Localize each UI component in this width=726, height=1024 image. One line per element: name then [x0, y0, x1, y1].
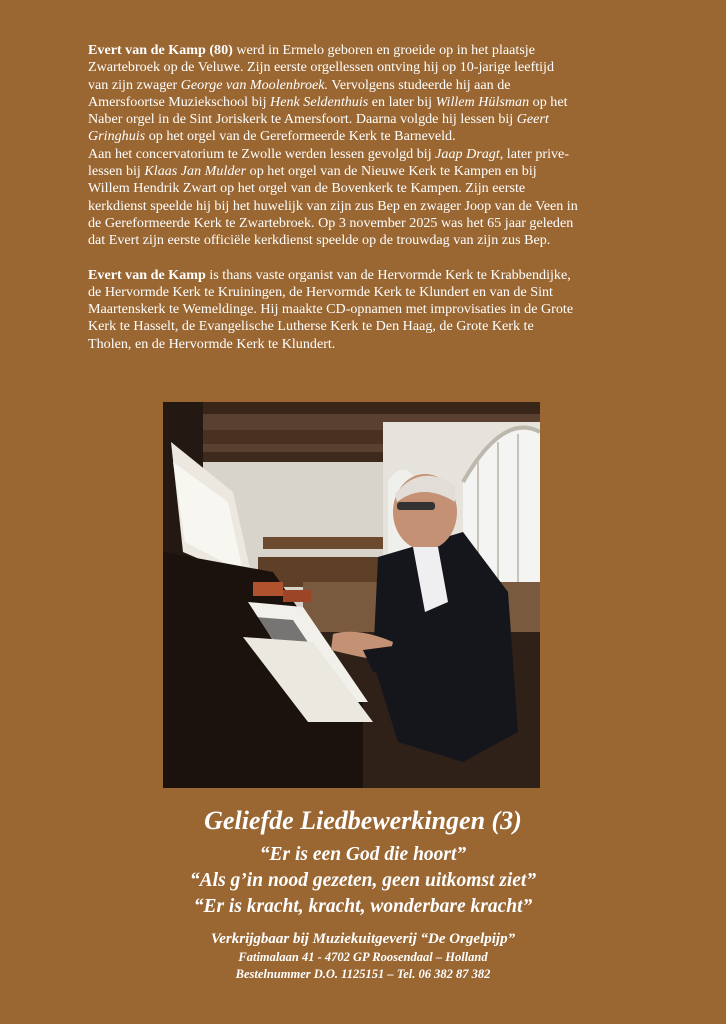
- song-title: “Er is kracht, kracht, wonderbare kracht”: [193, 896, 533, 917]
- text-line: dat Evert zijn eerste officiële kerkdienst speelde op de trouwdag van zijn zus Bep.: [88, 232, 551, 249]
- publisher-info: [0, 930, 726, 983]
- song-list: [0, 842, 726, 920]
- bio-paragraph-2: [88, 267, 644, 353]
- text-line: Tholen, en de Hervormde Kerk te Klundert.: [88, 335, 336, 352]
- biography: [88, 42, 644, 353]
- text-line: Kerk te Hasselt, de Evangelische Lutherse Kerk te Den Haag, de Grote Kerk te: [88, 318, 534, 335]
- publisher-line: Verkrijgbaar bij Muziekuitgeverij “De Orgelpijp”: [210, 931, 516, 947]
- text-line: Amersfoortse Muziekschool bij Henk Seldenthuis en later bij Willem Hülsman op het: [88, 93, 568, 110]
- text-line: van zijn zwager George van Moolenbroek. Vervolgens studeerde hij aan de: [88, 76, 511, 93]
- text-line: lessen bij Klaas Jan Mulder op het orgel van de Nieuwe Kerk te Kampen en bij: [88, 163, 537, 180]
- address-line: Fatimalaan 41 - 4702 GP Roosendaal – Holland: [238, 950, 488, 964]
- text-line: kerkdienst speelde hij bij het huwelijk van zijn zus Bep en zwager Joop van de Veen in: [88, 197, 578, 214]
- order-number-line: Bestelnummer D.O. 1125151 – Tel. 06 382 87 382: [235, 967, 491, 981]
- text-line: Naber orgel in de Sint Joriskerk te Amersfoort. Daarna volgde hij lessen bij Geert: [88, 111, 549, 128]
- text-line: Evert van de Kamp (80) werd in Ermelo geboren en groeide op in het plaatsje: [88, 42, 535, 58]
- text-line: Zwartebroek op de Veluwe. Zijn eerste orgellessen ontving hij op 10-jarige leeftijd: [88, 59, 555, 76]
- bio-paragraph-1: [88, 42, 644, 250]
- song-title: “Er is een God die hoort”: [259, 844, 467, 865]
- text-line: de Gereformeerde Kerk te Zwartebroek. Op 3 november 2025 was het 65 jaar geleden: [88, 214, 574, 231]
- text-line: Gringhuis op het orgel van de Gereformeerde Kerk te Barneveld.: [88, 128, 456, 145]
- text-line: Evert van de Kamp is thans vaste organist van de Hervormde Kerk te Krabbendijke,: [88, 266, 571, 283]
- text-line: de Hervormde Kerk te Kruiningen, de Hervormde Kerk te Klundert en van de Sint: [88, 283, 553, 300]
- album-title: Geliefde Liedbewerkingen (3): [204, 806, 522, 835]
- text-line: Willem Hendrik Zwart op het orgel van de Bovenkerk te Kampen. Zijn eerste: [88, 180, 526, 197]
- organist-photo: [163, 402, 540, 788]
- text-line: Maartenskerk te Wemeldinge. Hij maakte CD-opnamen met improvisaties in de Grote: [88, 301, 574, 318]
- song-title: “Als g’in nood gezeten, geen uitkomst ziet”: [189, 870, 537, 891]
- text-line: Aan het concervatorium te Zwolle werden lessen gevolgd bij Jaap Dragt, later prive-: [88, 145, 570, 162]
